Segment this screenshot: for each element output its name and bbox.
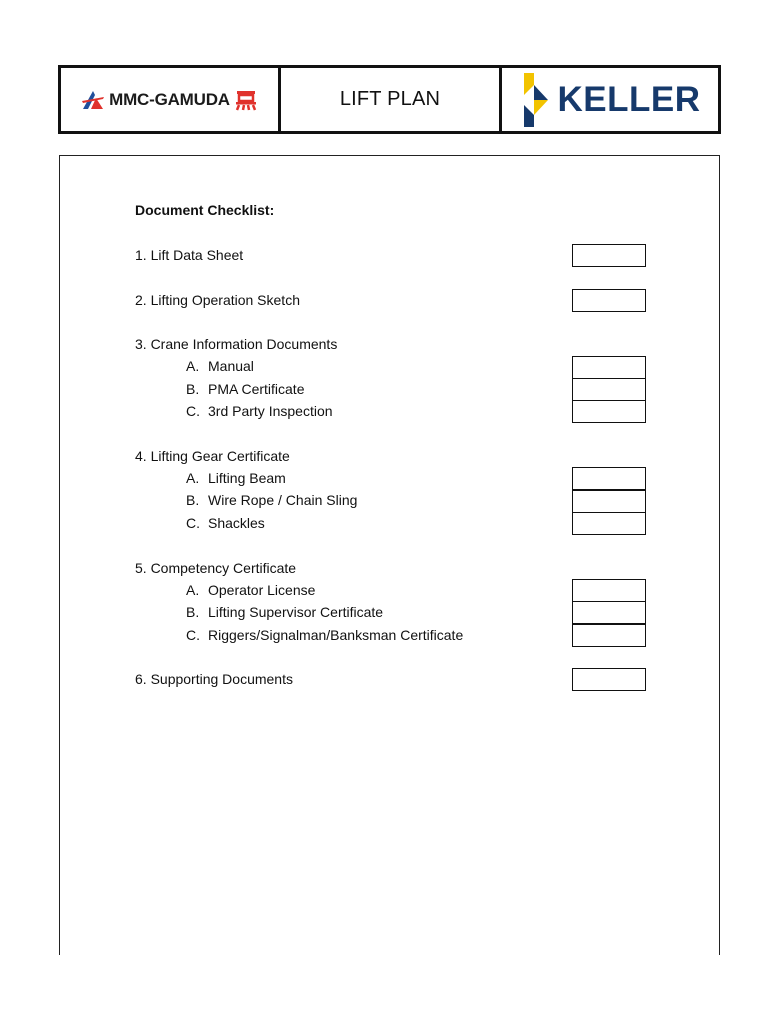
checklist-subitem-shackles xyxy=(186,515,265,531)
subitem-label: Lifting Supervisor Certificate xyxy=(208,604,384,620)
checklist-subitem-pma-certificate xyxy=(186,381,304,397)
checkbox-3rd-party-inspection[interactable] xyxy=(572,400,646,423)
mmc-gamuda-logo-text: MMC-GAMUDA xyxy=(109,89,230,109)
checkbox-operator-license[interactable] xyxy=(572,579,646,602)
checklist-item-crane-information: 3. Crane Information Documents xyxy=(135,336,338,352)
checkbox-wire-rope[interactable] xyxy=(572,490,646,513)
checkbox-shackles[interactable] xyxy=(572,512,646,535)
keller-logo xyxy=(520,73,701,127)
checkbox-manual[interactable] xyxy=(572,356,646,379)
gamuda-emblem-icon xyxy=(234,89,258,111)
checklist-item-lift-data-sheet: 1. Lift Data Sheet xyxy=(135,247,244,263)
checkbox-supporting-documents[interactable] xyxy=(572,668,646,691)
checklist-item-competency: 5. Competency Certificate xyxy=(135,560,297,576)
subitem-label: 3rd Party Inspection xyxy=(208,403,333,419)
keller-logo-text: KELLER xyxy=(557,79,701,119)
checklist-subitem-lifting-supervisor xyxy=(186,604,383,620)
header-left-cell xyxy=(61,68,281,131)
checkbox-lifting-operation-sketch[interactable] xyxy=(572,289,646,312)
checklist-item-lifting-operation-sketch: 2. Lifting Operation Sketch xyxy=(135,292,300,308)
subitem-letter: C. xyxy=(186,627,200,643)
subitem-letter: B. xyxy=(186,381,200,397)
subitem-label: Riggers/Signalman/Banksman Certificate xyxy=(208,627,464,643)
checklist-subitem-riggers xyxy=(186,627,463,643)
subitem-letter: B. xyxy=(186,604,200,620)
header-title-cell xyxy=(281,68,502,131)
checkbox-lifting-beam[interactable] xyxy=(572,467,646,490)
subitem-label: Manual xyxy=(208,358,254,374)
checklist-subitem-wire-rope xyxy=(186,492,357,508)
checkbox-pma-certificate[interactable] xyxy=(572,378,646,401)
checklist-subitem-lifting-beam xyxy=(186,470,286,486)
subitem-label: Shackles xyxy=(208,515,265,531)
checklist-item-supporting-documents: 6. Supporting Documents xyxy=(135,671,293,687)
checkbox-riggers[interactable] xyxy=(572,624,646,647)
mmc-gamuda-logo xyxy=(81,89,258,111)
checklist-subitem-3rd-party-inspection xyxy=(186,403,333,419)
document-header xyxy=(58,65,721,134)
subitem-letter: A. xyxy=(186,470,200,486)
subitem-label: Wire Rope / Chain Sling xyxy=(208,492,358,508)
checklist-frame xyxy=(59,155,720,955)
subitem-letter: C. xyxy=(186,515,200,531)
checklist-subitem-manual xyxy=(186,358,254,374)
subitem-letter: B. xyxy=(186,492,200,508)
page-title: LIFT PLAN xyxy=(339,88,441,110)
checklist-heading: Document Checklist: xyxy=(135,202,275,218)
subitem-letter: C. xyxy=(186,403,200,419)
checkbox-lift-data-sheet[interactable] xyxy=(572,244,646,267)
checkbox-lifting-supervisor[interactable] xyxy=(572,601,646,624)
subitem-label: PMA Certificate xyxy=(208,381,305,397)
subitem-letter: A. xyxy=(186,582,200,598)
checklist-subitem-operator-license xyxy=(186,582,315,598)
subitem-letter: A. xyxy=(186,358,200,374)
mmc-emblem-icon xyxy=(81,89,105,111)
subitem-label: Lifting Beam xyxy=(208,470,286,486)
checklist-item-lifting-gear: 4. Lifting Gear Certificate xyxy=(135,448,290,464)
keller-chevron-icon xyxy=(520,73,550,127)
header-right-cell xyxy=(502,68,718,131)
subitem-label: Operator License xyxy=(208,582,316,598)
